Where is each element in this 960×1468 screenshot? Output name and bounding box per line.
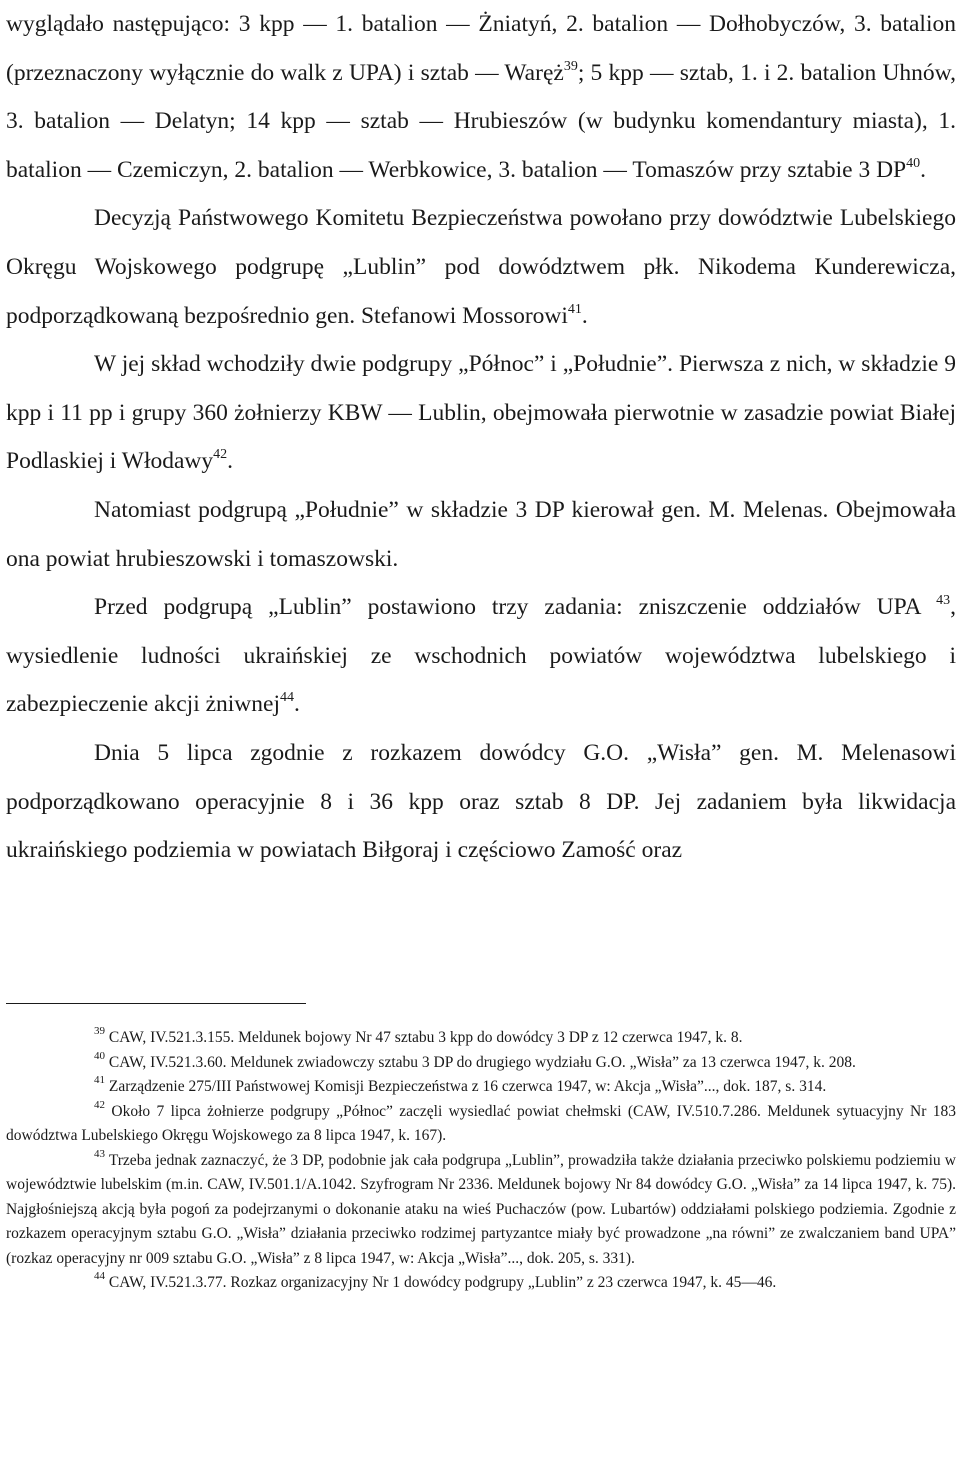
paragraph [6, 729, 956, 875]
footnote [6, 1271, 956, 1296]
paragraph [6, 0, 956, 194]
footnote [6, 1100, 956, 1149]
document-page [6, 0, 956, 1291]
paragraph-text: . [920, 156, 927, 183]
footnote-text: CAW, IV.521.3.155. Meldunek bojowy Nr 47 sztabu 3 kpp do dowódcy 3 DP z 12 czerwca 1947, k. 8. [108, 1029, 743, 1046]
paragraph-text: , wysiedlenie ludności ukraińskiej ze wschodnich powiatów województwa lubelskiego i zabezpieczenie akcji żniwnej [6, 594, 956, 718]
footnote-ref: 39 [563, 58, 578, 74]
paragraph [6, 486, 956, 583]
paragraph [6, 340, 956, 486]
paragraph-text: wyglądało następująco: 3 kpp — 1. batalion — Żniatyń, 2. batalion — Dołhobyczów, 3. batalion (przeznaczony wyłącznie do walk z UPA) i sztab — Waręż [6, 11, 956, 86]
footnote-separator [6, 1003, 306, 1004]
footnote-ref: 44 [280, 690, 294, 706]
paragraph-text: . [581, 302, 588, 329]
footnote-number: 40 [94, 1049, 105, 1062]
paragraph [6, 194, 956, 340]
footnote-text: CAW, IV.521.3.60. Meldunek zwiadowczy sztabu 3 DP do drugiego wydziału G.O. „Wisła” za 13 czerwca 1947, k. 208. [108, 1053, 856, 1071]
footnote-number: 42 [94, 1098, 105, 1111]
paragraph-text: . [294, 691, 300, 718]
footnote-text: Około 7 lipca żołnierze podgrupy „Północ” zaczęli wysiedlać powiat chełmski (CAW, IV.510.7.286. Meldunek sytuacyjny Nr 183 dowództwa Lubelskiego Okręgu Wojskowego za 8 lipca 1947, k. 167). [6, 1102, 956, 1144]
footnote [6, 1026, 956, 1051]
paragraph [6, 583, 956, 729]
footnote-ref: 43 [936, 593, 951, 609]
paragraph-text: . [227, 448, 234, 475]
footnote-text: CAW, IV.521.3.77. Rozkaz organizacyjny Nr 1 dowódcy podgrupy „Lublin” z 23 czerwca 1947, k. 45—46. [108, 1274, 777, 1291]
paragraph-text: Decyzją Państwowego Komitetu Bezpieczeństwa powołano przy dowództwie Lubelskiego Okręgu Wojskowego podgrupę „Lublin” pod dowództwem płk. Nikodema Kunderewicza, podporządkowaną bezpośrednio gen. Stefanowi Mossorowi [6, 205, 956, 329]
paragraph-text: W jej skład wchodziły dwie podgrupy „Północ” i „Południe”. Pierwsza z nich, w składzie 9 kpp i 11 pp i grupy 360 żołnierzy KBW — Lublin, obejmowała pierwotnie w zasadzie powiat Białej Podlaskiej i Włodawy [6, 351, 956, 475]
paragraph-text: Natomiast podgrupą „Południe” w składzie 3 DP kierował gen. M. Melenas. Obejmowała ona powiat hrubieszowski i tomaszowski. [6, 496, 956, 572]
footnote-text: Zarządzenie 275/III Państwowej Komisji Bezpieczeństwa z 16 czerwca 1947, w: Akcja „Wisła”..., dok. 187, s. 314. [108, 1078, 827, 1095]
footnotes [6, 1026, 956, 1296]
paragraph-text: Dnia 5 lipca zgodnie z rozkazem dowódcy G.O. „Wisła” gen. M. Melenasowi podporządkowano operacyjnie 8 i 36 kpp oraz sztab 8 DP. Jej zadaniem była likwidacja ukraińskiego podziemia w powiatach Biłgoraj i częściowo Zamość oraz [6, 739, 956, 864]
footnote-ref: 40 [906, 155, 921, 171]
footnote [6, 1149, 956, 1272]
footnote-number: 43 [94, 1147, 105, 1160]
paragraph-text: ; 5 kpp — sztab, 1. i 2. batalion Uhnów, 3. batalion — Delatyn; 14 kpp — sztab — Hrubieszów (w budynku komendantury miasta), 1. batalion — Czemiczyn, 2. batalion — Werbkowice, 3. batalion — Tomaszów przy sztabie 3 DP [6, 59, 956, 183]
main-text [6, 0, 956, 875]
footnote-ref: 41 [567, 301, 582, 317]
footnote-text: Trzeba jednak zaznaczyć, że 3 DP, podobnie jak cała podgrupa „Lublin”, prowadziła także działania przeciwko polskiemu podziemiu w województwie lubelskim (m.in. CAW, IV.501.1/A.1042. Szyfrogram Nr 2336. Meldunek bojowy Nr 84 dowódcy G.O. „Wisła” za 14 lipca 1947, k. 75). Najgłośniejszą akcją była pogoń za podejrzanymi o dokonanie ataku na wieś Puchaczów (pow. Lubartów) oddziałami polskiego podziemia. Zgodnie z rozkazem operacyjnym sztabu G.O. „Wisła” działania przeciwko rodzimej partyzantce miały być prowadzone „na równi” ze zwalczaniem band UPA” (rozkaz operacyjny nr 009 sztabu G.O. „Wisła” z 8 lipca 1947, w: Akcja „Wisła”..., dok. 205, s. 331). [6, 1151, 956, 1267]
footnote [6, 1051, 956, 1076]
footnote-number: 44 [94, 1270, 105, 1282]
paragraph-text: Przed podgrupą „Lublin” postawiono trzy zadania: zniszczenie oddziałów UPA [94, 594, 937, 621]
footnote-number: 39 [94, 1025, 105, 1037]
footnote-ref: 42 [213, 447, 228, 463]
footnote-number: 41 [94, 1074, 105, 1086]
footnote [6, 1075, 956, 1100]
